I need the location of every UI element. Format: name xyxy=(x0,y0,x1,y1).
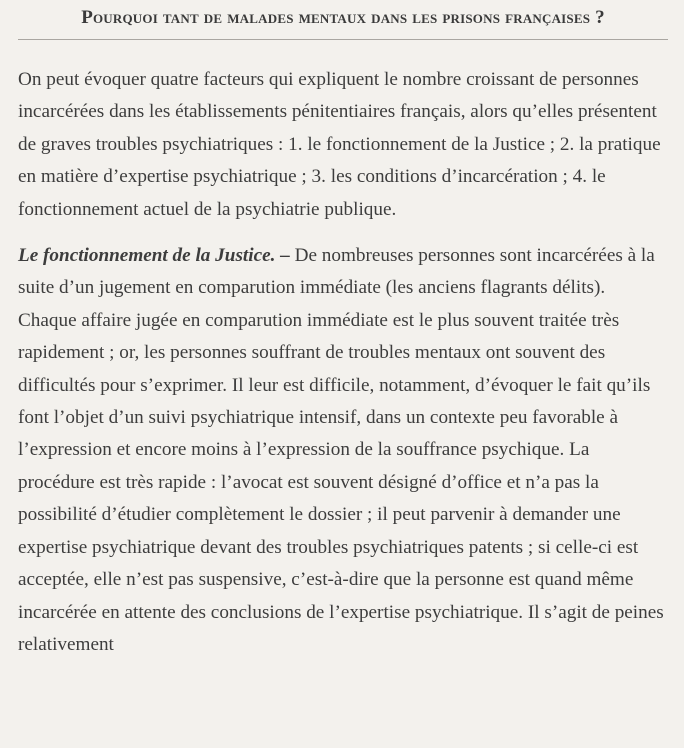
title-divider xyxy=(18,39,668,40)
paragraph-intro xyxy=(18,64,668,226)
paragraph-justice-lead: Le fonctionnement de la Justice. – xyxy=(18,245,290,267)
paragraph-justice-text: De nombreuses personnes sont incarcérées à la suite d’un jugement en comparution immédiate (les anciens flagrants délits). Chaque affaire jugée en comparution immédiate est le plus souvent traitée très rapidement ; or, les personnes souffrant de troubles mentaux ont souvent des difficultés pour s’exprimer. Il leur est difficile, notamment, d’évoquer le fait qu’ils font l’objet d’un suivi psychiatrique intensif, dans un contexte peu favorable à l’expression et encore moins à l’expression de la souffrance psychique. La procédure est très rapide : l’avocat est souvent désigné d’office et n’a pas la possibilité d’étudier complètement le dossier ; il peut parvenir à demander une expertise psychiatrique devant des troubles psychiatriques patents ; si celle-ci est acceptée, elle n’est pas suspensive, c’est-à-dire que la personne est quand même incarcérée en attente des conclusions de l’expertise psychiatrique. Il s’agit de peines relativement xyxy=(18,245,664,655)
article-title: Pourquoi tant de malades mentaux dans les prisons françaises ? xyxy=(81,7,605,28)
paragraph-justice xyxy=(18,240,668,661)
paragraph-intro-text: On peut évoquer quatre facteurs qui expliquent le nombre croissant de personnes incarcérées dans les établissements pénitentiaires français, alors qu’elles présentent de graves troubles psychiatriques : 1. le fonctionnement de la Justice ; 2. la pratique en matière d’expertise psychiatrique ; 3. les conditions d’incarcération ; 4. le fonctionnement actuel de la psychiatrie publique. xyxy=(18,69,661,220)
